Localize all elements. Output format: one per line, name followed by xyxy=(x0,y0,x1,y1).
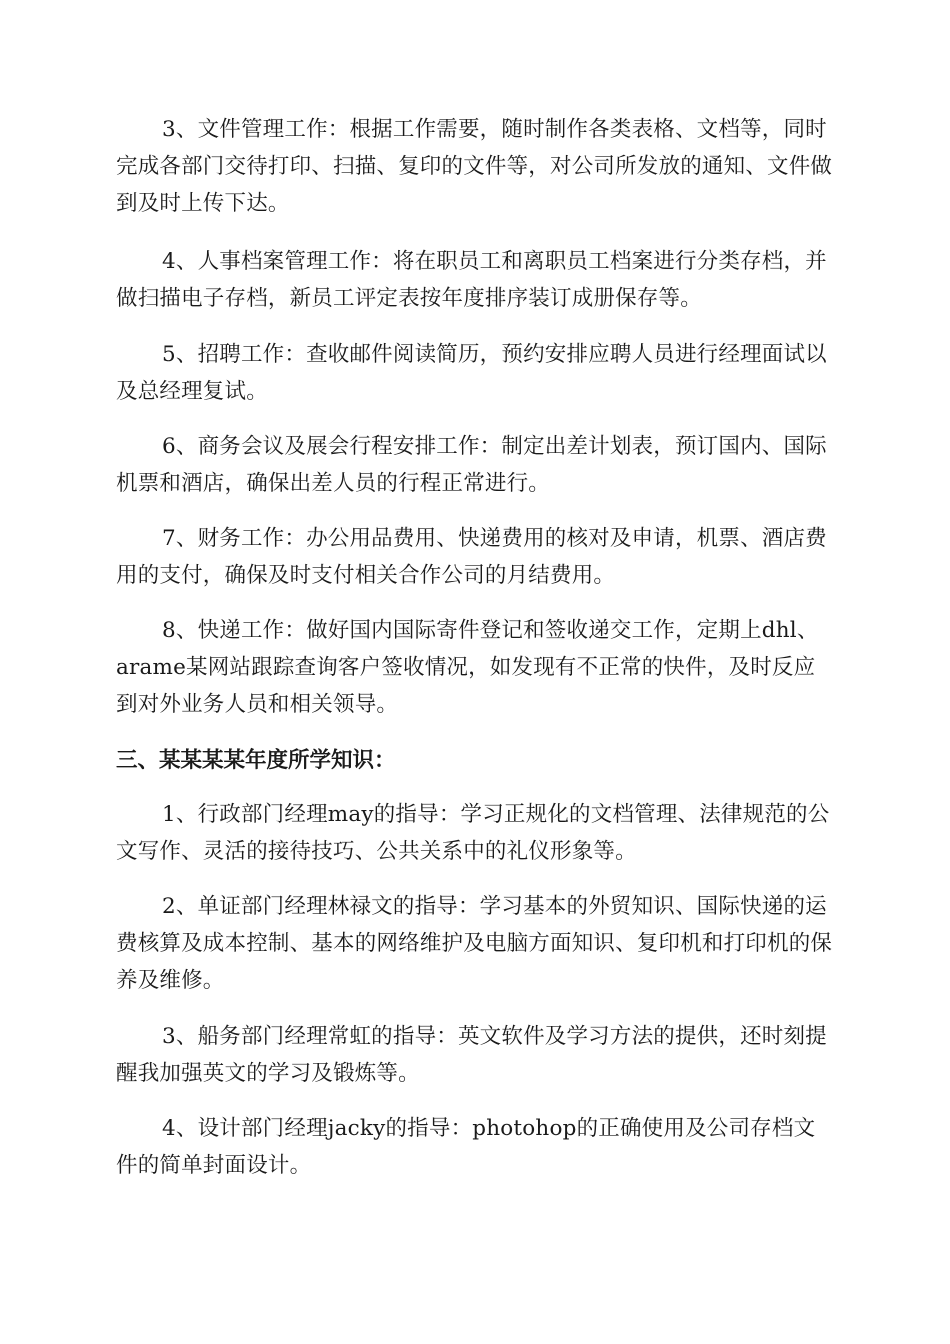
knowledge-item-1: 1、行政部门经理may的指导：学习正规化的文档管理、法律规范的公文写作、灵活的接待技巧、公共关系中的礼仪形象等。 xyxy=(116,802,830,864)
knowledge-item-2: 2、单证部门经理林禄文的指导：学习基本的外贸知识、国际快递的运费核算及成本控制、基本的网络维护及电脑方面知识、复印机和打印机的保养及维修。 xyxy=(116,894,833,993)
knowledge-item-3: 3、船务部门经理常虹的指导：英文软件及学习方法的提供，还时刻提醒我加强英文的学习及锻炼等。 xyxy=(116,1024,827,1086)
work-item-4: 4、人事档案管理工作：将在职员工和离职员工档案进行分类存档，并做扫描电子存档，新员工评定表按年度排序装订成册保存等。 xyxy=(116,249,827,311)
work-item-5: 5、招聘工作：查收邮件阅读简历，预约安排应聘人员进行经理面试以及总经理复试。 xyxy=(116,342,827,404)
work-item-7: 7、财务工作：办公用品费用、快递费用的核对及申请，机票、酒店费用的支付，确保及时支付相关合作公司的月结费用。 xyxy=(116,526,827,588)
work-item-8: 8、快递工作：做好国内国际寄件登记和签收递交工作，定期上dhl、arame某网站跟踪查询客户签收情况，如发现有不正常的快件，及时反应到对外业务人员和相关领导。 xyxy=(116,618,819,717)
work-item-3: 3、文件管理工作：根据工作需要，随时制作各类表格、文档等，同时完成各部门交待打印、扫描、复印的文件等，对公司所发放的通知、文件做到及时上传下达。 xyxy=(116,117,833,216)
knowledge-item-4: 4、设计部门经理jacky的指导：photohop的正确使用及公司存档文件的简单封面设计。 xyxy=(116,1116,816,1178)
work-item-6: 6、商务会议及展会行程安排工作：制定出差计划表，预订国内、国际机票和酒店，确保出差人员的行程正常进行。 xyxy=(116,434,827,496)
section-heading: 三、某某某某年度所学知识： xyxy=(116,748,396,773)
